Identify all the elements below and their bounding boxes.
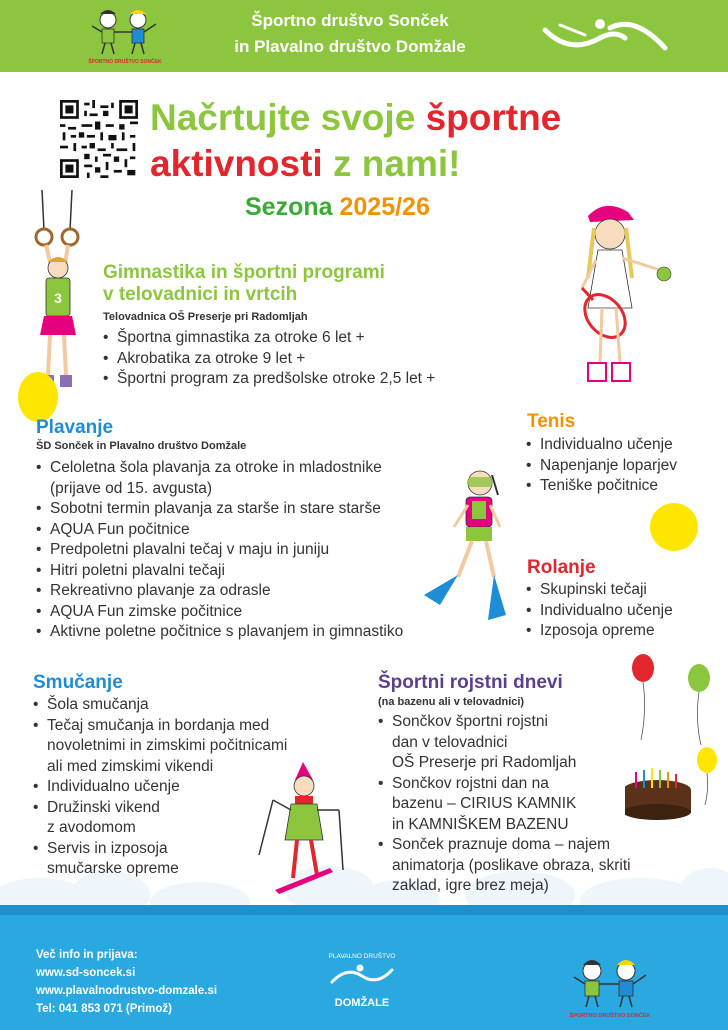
phone-number[interactable]: Tel: 041 853 071 (Primož) bbox=[36, 1003, 172, 1015]
list-item: ali med zimskimi vikendi bbox=[47, 757, 214, 775]
list-item: • Sončkov rojstni dan na bbox=[378, 774, 631, 795]
gimnastika-title-line2: v telovadnici in vrtcih bbox=[103, 284, 298, 305]
headline-part1: Načrtujte svoje bbox=[150, 97, 426, 138]
list-item: • Akrobatika za otroke 9 let + bbox=[103, 349, 435, 370]
list-item: • Tečaj smučanja in bordanja med bbox=[33, 716, 287, 737]
season-label bbox=[245, 193, 430, 222]
header-title-line2: in Plavalno društvo Domžale bbox=[234, 37, 466, 56]
header-title-line1: Športno društvo Sonček bbox=[251, 11, 449, 30]
list-item: • Družinski vikend bbox=[33, 798, 287, 819]
plavanje-subtitle: ŠD Sonček in Plavalno društvo Domžale bbox=[36, 440, 247, 452]
gimnastika-subtitle: Telovadnica OŠ Preserje pri Radomljah bbox=[103, 311, 308, 323]
svg-text:3: 3 bbox=[54, 290, 62, 306]
list-item: • AQUA Fun zimske počitnice bbox=[36, 602, 403, 623]
rolanje-list bbox=[526, 580, 673, 642]
skier-illustration bbox=[245, 760, 355, 905]
list-item: • Skupinski tečaji bbox=[526, 580, 673, 601]
soncek-logo-footer bbox=[560, 955, 660, 1020]
list-item: • Sončkov športni rojstni bbox=[378, 712, 631, 733]
list-item: • Individualno učenje bbox=[33, 777, 287, 798]
sun-left-decoration bbox=[18, 372, 58, 422]
list-item: • Sonček praznuje doma – najem bbox=[378, 835, 631, 856]
sea-wave-band bbox=[0, 905, 728, 915]
list-item: • Rekreativno plavanje za odrasle bbox=[36, 581, 403, 602]
list-item: novoletnimi in zimskimi počitnicami bbox=[47, 737, 288, 754]
list-item: • Hitri poletni plavalni tečaji bbox=[36, 561, 403, 582]
list-item: dan v telovadnici bbox=[392, 733, 508, 751]
list-item: • Športna gimnastika za otroke 6 let + bbox=[103, 328, 435, 349]
diver-illustration bbox=[420, 465, 520, 625]
headline-part2: športne bbox=[425, 97, 562, 138]
plavanje-list bbox=[36, 458, 403, 643]
soncek-logo-text: ŠPORTNO DRUŠTVO SONČEK bbox=[88, 59, 162, 65]
header-title bbox=[200, 8, 500, 60]
list-item: • Teniške počitnice bbox=[526, 476, 677, 497]
website-link-plavalno[interactable]: www.plavalnodrustvo-domzale.si bbox=[36, 985, 218, 997]
gimnastika-title-line1: Gimnastika in športni programi bbox=[103, 262, 385, 283]
qr-code[interactable] bbox=[60, 100, 138, 178]
list-item: bazenu – CIRIUS KAMNIK bbox=[392, 795, 577, 812]
list-item: • Servis in izposoja bbox=[33, 839, 287, 860]
list-item: • Aktivne poletne počitnice s plavanjem in gimnastiko bbox=[36, 622, 403, 643]
rolanje-title: Rolanje bbox=[527, 557, 596, 578]
list-item-continuation: (prijave od 15. avgusta) bbox=[50, 479, 212, 497]
plavalno-drustvo-logo bbox=[322, 944, 402, 1014]
rojstni-title: Športni rojstni dnevi bbox=[378, 672, 563, 693]
soncek-logo bbox=[80, 6, 170, 66]
footer-contact bbox=[36, 946, 217, 1018]
gimnastika-list bbox=[103, 328, 435, 390]
website-link-soncek[interactable]: www.sd-soncek.si bbox=[36, 967, 136, 979]
swimmer-logo-icon bbox=[540, 10, 670, 60]
list-item: in KAMNIŠKEM BAZENU bbox=[392, 815, 569, 833]
season-text: Sezona bbox=[245, 193, 340, 221]
list-item: smučarske opreme bbox=[47, 860, 179, 877]
list-item: • Individualno učenje bbox=[526, 435, 677, 456]
tenis-list bbox=[526, 435, 677, 497]
headline-part3: aktivnosti bbox=[150, 143, 323, 184]
list-item: • Predpoletni plavalni tečaj v maju in juniju bbox=[36, 540, 403, 561]
list-item: OŠ Preserje pri Radomljah bbox=[392, 754, 577, 771]
gymnast-illustration bbox=[20, 190, 90, 400]
season-year: 2025/26 bbox=[339, 193, 430, 221]
list-item bbox=[36, 479, 403, 500]
list-item: • Šola smučanja bbox=[33, 695, 287, 716]
headline-part4: z nami! bbox=[322, 143, 461, 184]
plavalno-logo-top-text: PLAVALNO DRUŠTVO bbox=[328, 953, 396, 960]
list-item: • Športni program za predšolske otroke 2,5 let + bbox=[103, 369, 435, 390]
balloons-cake-illustration bbox=[625, 650, 725, 830]
gimnastika-title bbox=[103, 262, 385, 306]
tenis-title: Tenis bbox=[527, 411, 576, 432]
rojstni-list bbox=[378, 712, 631, 897]
list-item: • Izposoja opreme bbox=[526, 621, 673, 642]
list-item: • Sobotni termin plavanja za starše in stare starše bbox=[36, 499, 403, 520]
list-item: • Individualno učenje bbox=[526, 601, 673, 622]
headline bbox=[150, 95, 690, 187]
list-item: zaklad, igre brez meja) bbox=[392, 877, 549, 894]
smucanje-title: Smučanje bbox=[33, 672, 123, 693]
list-item: • Celoletna šola plavanja za otroke in mladostnike bbox=[36, 458, 403, 479]
sun-right-decoration bbox=[650, 503, 698, 551]
list-item: animatorja (poslikave obraza, skriti bbox=[392, 856, 631, 874]
plavanje-title: Plavanje bbox=[36, 417, 114, 438]
plavalno-logo-bottom-text: DOMŽALE bbox=[334, 997, 390, 1009]
rojstni-subtitle: (na bazenu ali v telovadnici) bbox=[378, 696, 525, 708]
list-item: • AQUA Fun počitnice bbox=[36, 520, 403, 541]
soncek-logo-footer-text: ŠPORTNO DRUŠTVO SONČEK bbox=[569, 1013, 651, 1019]
tennis-girl-illustration bbox=[560, 198, 690, 393]
header-bar bbox=[0, 0, 728, 72]
list-item: z avodomom bbox=[47, 819, 136, 836]
list-item: • Napenjanje loparjev bbox=[526, 456, 677, 477]
footer-label: Več info in prijava: bbox=[36, 949, 138, 961]
